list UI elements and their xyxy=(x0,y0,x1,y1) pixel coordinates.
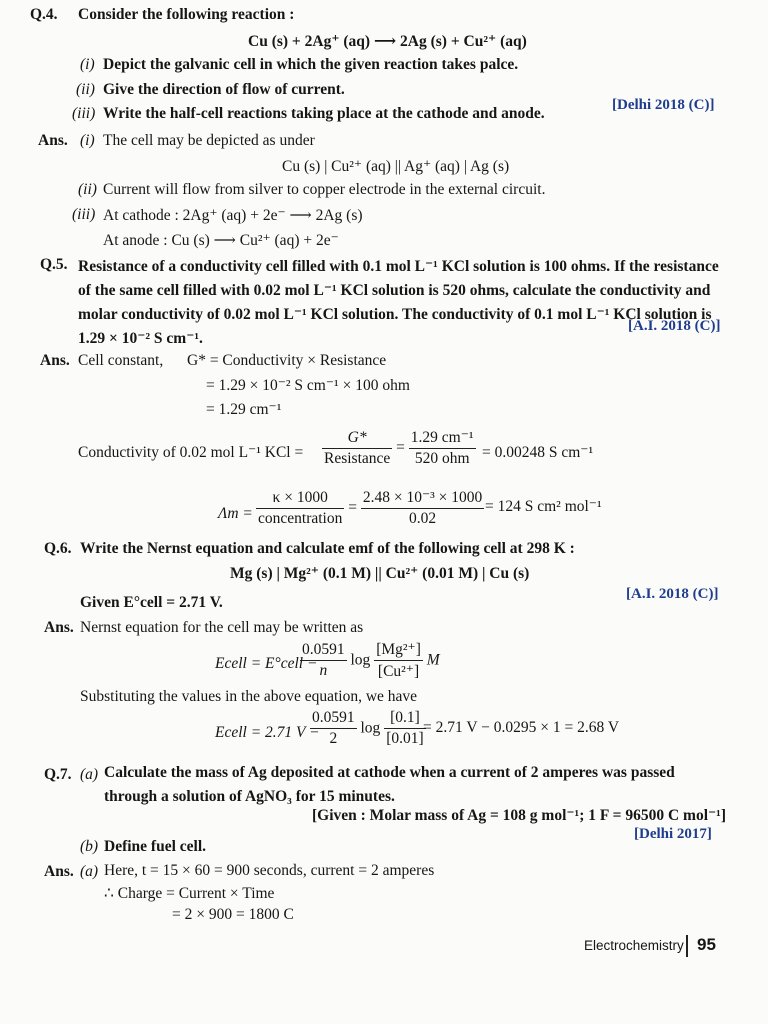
q6-answer-intro: Nernst equation for the cell may be written as xyxy=(80,619,364,636)
q4-answer-text: Current will flow from silver to copper electrode in the external circuit. xyxy=(103,181,546,198)
q4-question: Consider the following reaction : xyxy=(78,6,295,23)
q6-nernst-equation xyxy=(300,640,440,681)
q7-part-label: (a) xyxy=(80,766,99,783)
q5-conductivity-label: Conductivity of 0.02 mol L⁻¹ KCl = xyxy=(78,444,304,461)
footer-chapter: Electrochemistry xyxy=(584,938,684,953)
q6-number: Q.6. xyxy=(44,540,72,557)
q7-part-a-line: through a solution of AgNO₃ for 15 minutes. xyxy=(104,788,395,805)
q4-part-text: Give the direction of flow of current. xyxy=(103,81,345,98)
q5-reference: [A.I. 2018 (C)] xyxy=(628,318,721,334)
q4-reference: [Delhi 2018 (C)] xyxy=(612,97,715,113)
q7-answer-line: Here, t = 15 × 60 = 900 seconds, current = 2 amperes xyxy=(104,862,435,879)
q4-part-text: Write the half-cell reactions taking place at the cathode and anode. xyxy=(103,105,545,122)
q6-substitution-text: Substituting the values in the above equation, we have xyxy=(80,688,418,705)
q7-answer-line: ∴ Charge = Current × Time xyxy=(104,885,275,902)
q7-part-label: (b) xyxy=(80,838,99,855)
q4-cathode-reaction: At cathode : 2Ag⁺ (aq) + 2e⁻ ⟶ 2Ag (s) xyxy=(103,207,363,224)
fraction-denominator: 520 ohm xyxy=(414,450,470,467)
q5-conductivity-fraction-1: $\frac{G*}{\text{Resistance}}$ = $\frac{\text{1.29 cm⁻¹}}{\text{520 ohm}}$ xyxy=(324,428,474,467)
q4-anode-reaction: At anode : Cu (s) ⟶ Cu²⁺ (aq) + 2e⁻ xyxy=(103,232,339,249)
fraction-numerator: 0.0591 xyxy=(310,709,357,729)
q6-reference: [A.I. 2018 (C)] xyxy=(626,586,719,602)
fraction-numerator: [0.1] xyxy=(384,709,425,729)
q4-reaction: Cu (s) + 2Ag⁺ (aq) ⟶ 2Ag (s) + Cu²⁺ (aq) xyxy=(248,33,527,50)
q4-part-label: (ii) xyxy=(76,81,95,98)
q5-cell-constant-step: = 1.29 cm⁻¹ xyxy=(206,401,282,418)
q7-reference: [Delhi 2017] xyxy=(634,826,712,842)
q4-part-text: Depict the galvanic cell in which the given reaction takes palce. xyxy=(103,56,519,73)
q6-substitution-lhs: Ecell = 2.71 V − xyxy=(215,724,320,741)
q5-answer-label: Ans. xyxy=(40,352,70,369)
q4-answer-label: Ans. xyxy=(38,132,68,149)
q5-conductivity-result: = 0.00248 S cm⁻¹ xyxy=(482,444,594,461)
q6-nernst-lhs: Ecell = E°cell − xyxy=(215,655,318,672)
q7-answer-line: = 2 × 900 = 1800 C xyxy=(172,906,294,923)
fraction-numerator: κ × 1000 xyxy=(256,489,344,509)
q4-answer-part-label: (i) xyxy=(80,132,95,149)
q4-answer-text: The cell may be depicted as under xyxy=(103,132,315,149)
q6-answer-label: Ans. xyxy=(44,619,74,636)
fraction-numerator: 2.48 × 10⁻³ × 1000 xyxy=(361,488,484,509)
q6-substitution-equation xyxy=(310,709,426,748)
q5-molar-conductivity-fractions: $\frac{\kappa \times 1000}{\text{concentration}}$ = $\frac{\text{2.48 × 10⁻³ × 1000}}{0.02}$ xyxy=(258,488,483,527)
q5-cell-constant-step: = 1.29 × 10⁻² S cm⁻¹ × 100 ohm xyxy=(206,377,410,394)
q7-number: Q.7. xyxy=(44,766,72,783)
q6-question: Write the Nernst equation and calculate emf of the following cell at 298 K : xyxy=(80,540,575,557)
q5-number: Q.5. xyxy=(40,256,68,273)
log-text: log xyxy=(350,651,371,669)
q7-part-a-line: Calculate the mass of Ag deposited at cathode when a current of 2 amperes was passed xyxy=(104,764,675,781)
unit-text: M xyxy=(426,651,440,669)
fraction-denominator: Resistance xyxy=(324,449,391,467)
q6-given: Given E°cell = 2.71 V. xyxy=(80,594,223,611)
q5-molar-conductivity-label: Λm = xyxy=(218,505,253,522)
q6-substitution-result: = 2.71 V − 0.0295 × 1 = 2.68 V xyxy=(423,719,620,736)
page-number: 95 xyxy=(697,935,716,954)
q5-question-line: molar conductivity of 0.02 mol L⁻¹ KCl solution. The conductivity of 0.1 mol L⁻¹ KCl solution is xyxy=(78,306,712,323)
q6-cell: Mg (s) | Mg²⁺ (0.1 M) || Cu²⁺ (0.01 M) | Cu (s) xyxy=(230,565,530,582)
fraction-denominator: 2 xyxy=(329,730,338,747)
fraction-numerator: 0.0591 xyxy=(300,641,347,661)
q4-part-label: (i) xyxy=(80,56,95,73)
q4-answer-part-label: (ii) xyxy=(78,181,97,198)
fraction-denominator: [0.01] xyxy=(386,730,424,747)
fraction-numerator: G* xyxy=(322,429,392,449)
q5-cell-constant-eq: G* = Conductivity × Resistance xyxy=(187,352,387,369)
q4-answer-part-label: (iii) xyxy=(72,206,96,223)
fraction-denominator: concentration xyxy=(258,509,343,527)
q5-molar-conductivity-result: = 124 S cm² mol⁻¹ xyxy=(485,498,602,515)
q7-given: [Given : Molar mass of Ag = 108 g mol⁻¹; 1 F = 96500 C mol⁻¹] xyxy=(312,807,726,824)
q5-cell-constant-label: Cell constant, xyxy=(78,352,164,369)
fraction-denominator: 0.02 xyxy=(409,510,437,527)
q4-number: Q.4. xyxy=(30,6,58,23)
fraction-denominator: n xyxy=(319,662,328,679)
q4-cell-notation: Cu (s) | Cu²⁺ (aq) || Ag⁺ (aq) | Ag (s) xyxy=(282,158,510,175)
q7-answer-part-label: (a) xyxy=(80,863,99,880)
q5-question-line: 1.29 × 10⁻² S cm⁻¹. xyxy=(78,330,203,347)
q4-part-label: (iii) xyxy=(72,105,96,122)
fraction-numerator: [Mg²⁺] xyxy=(374,640,423,661)
fraction-numerator: 1.29 cm⁻¹ xyxy=(409,428,476,449)
q5-question-line: Resistance of a conductivity cell filled with 0.1 mol L⁻¹ KCl solution is 100 ohms. If the resistance xyxy=(78,258,719,275)
q5-question-line: of the same cell filled with 0.02 mol L⁻¹ KCl solution is 520 ohms, calculate the conductivity and xyxy=(78,282,711,299)
q7-part-b: Define fuel cell. xyxy=(104,838,207,855)
log-text: log xyxy=(360,719,381,737)
q7-answer-label: Ans. xyxy=(44,863,74,880)
fraction-denominator: [Cu²⁺] xyxy=(377,663,420,680)
footer-divider xyxy=(686,935,688,957)
